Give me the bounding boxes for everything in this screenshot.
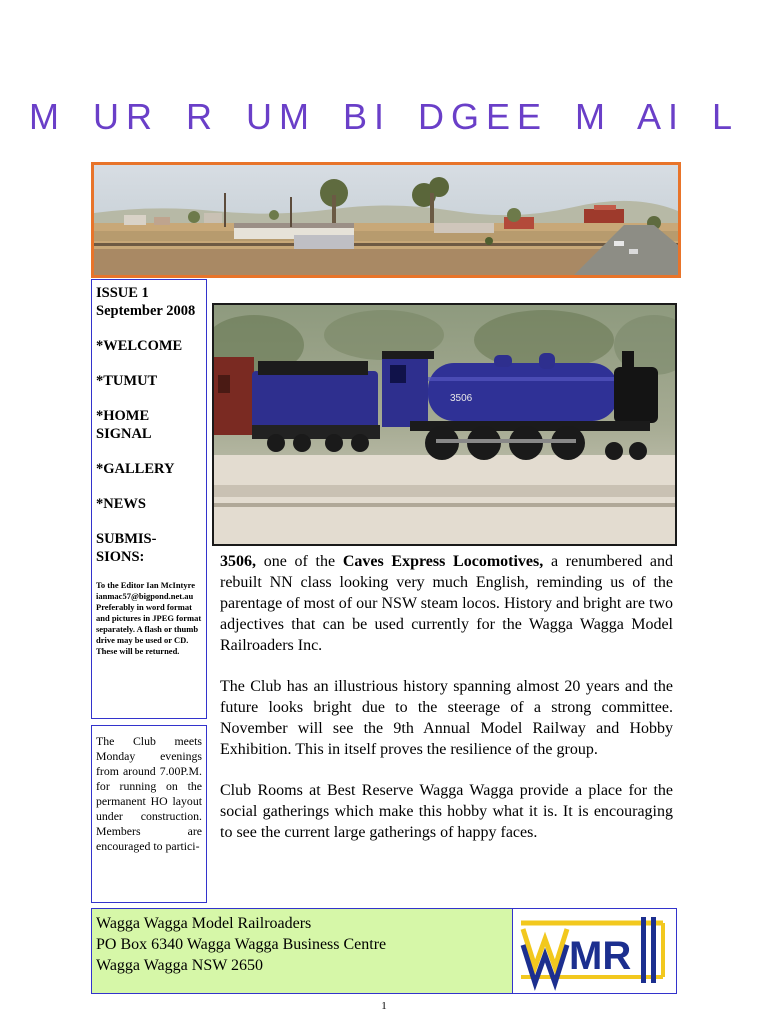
club-name-line: Wagga Wagga Model Railroaders: [96, 915, 312, 932]
issue-block: [96, 284, 202, 320]
engine-number-plate: 3506: [450, 393, 473, 404]
po-box-line: PO Box 6340 Wagga Wagga Business Centre: [96, 936, 387, 953]
contents-item-tumut: *TUMUT: [96, 373, 158, 389]
contents-item-welcome: *WELCOME: [96, 338, 183, 354]
contents-item-home-signal: *HOME SIGNAL: [96, 408, 152, 442]
locomotive-graphic: [214, 305, 675, 544]
wmr-logo-letters: MR: [569, 934, 632, 978]
club-meets-text: The Club meets Monday evenings from around 7.00P.M. for running on the permanent HO layout under construction. Members are encouraged to partici-: [96, 734, 202, 853]
layout-scene-graphic: [94, 165, 678, 275]
contents-item-news: *NEWS: [96, 496, 146, 512]
submissions-text: To the Editor Ian McIntyre ianmac57@bigpond.net.au Preferably in word format and pictures in JPEG format separately. A flash or thumb drive may be used or CD. These will be returned.: [96, 580, 202, 656]
contents-item-gallery: *GALLERY: [96, 461, 175, 477]
article-paragraph-1: [220, 551, 673, 656]
wmr-logo: [512, 909, 676, 993]
issue-number: ISSUE 1: [96, 285, 149, 301]
article-p1-rest: a renumbered and rebuilt NN class looking very much English, reminding us of the parentage of most of our NSW steam locos. History and bright are two adjectives that can be used currently for the Wagga Wagga Model Railroaders Inc.: [220, 553, 674, 654]
article-paragraph-2: The Club has an illustrious history spanning almost 20 years and the future looks bright due to the steerage of a strong committee. November will see the 9th Annual Model Railway and Hobby Exhibition. This in itself proves the resilience of the group.: [220, 678, 673, 758]
club-address: [96, 913, 386, 976]
article-lead-number: 3506,: [220, 553, 256, 570]
main-article: [220, 551, 673, 863]
club-meets-box: [91, 725, 207, 903]
town-line: Wagga Wagga NSW 2650: [96, 957, 264, 974]
club-address-footer: [91, 908, 677, 994]
layout-banner-image: [91, 162, 681, 278]
wmr-logo-graphic: [513, 909, 675, 991]
masthead-title: M UR R UM BI DGEE M AI L: [28, 96, 740, 137]
article-paragraph-3: Club Rooms at Best Reserve Wagga Wagga provide a place for the social gatherings which make this hobby what it is. It is encouraging to see the current large gatherings of happy faces.: [220, 782, 673, 841]
contents-sidebar: [91, 279, 207, 719]
submissions-heading: SUBMIS-SIONS:: [96, 531, 157, 565]
issue-date: September 2008: [96, 303, 196, 319]
locomotive-photo: [212, 303, 677, 546]
article-bold-phrase: Caves Express Locomotives,: [342, 553, 544, 570]
page-number: 1: [381, 1000, 387, 1012]
article-p1-mid: one of the: [256, 553, 343, 570]
